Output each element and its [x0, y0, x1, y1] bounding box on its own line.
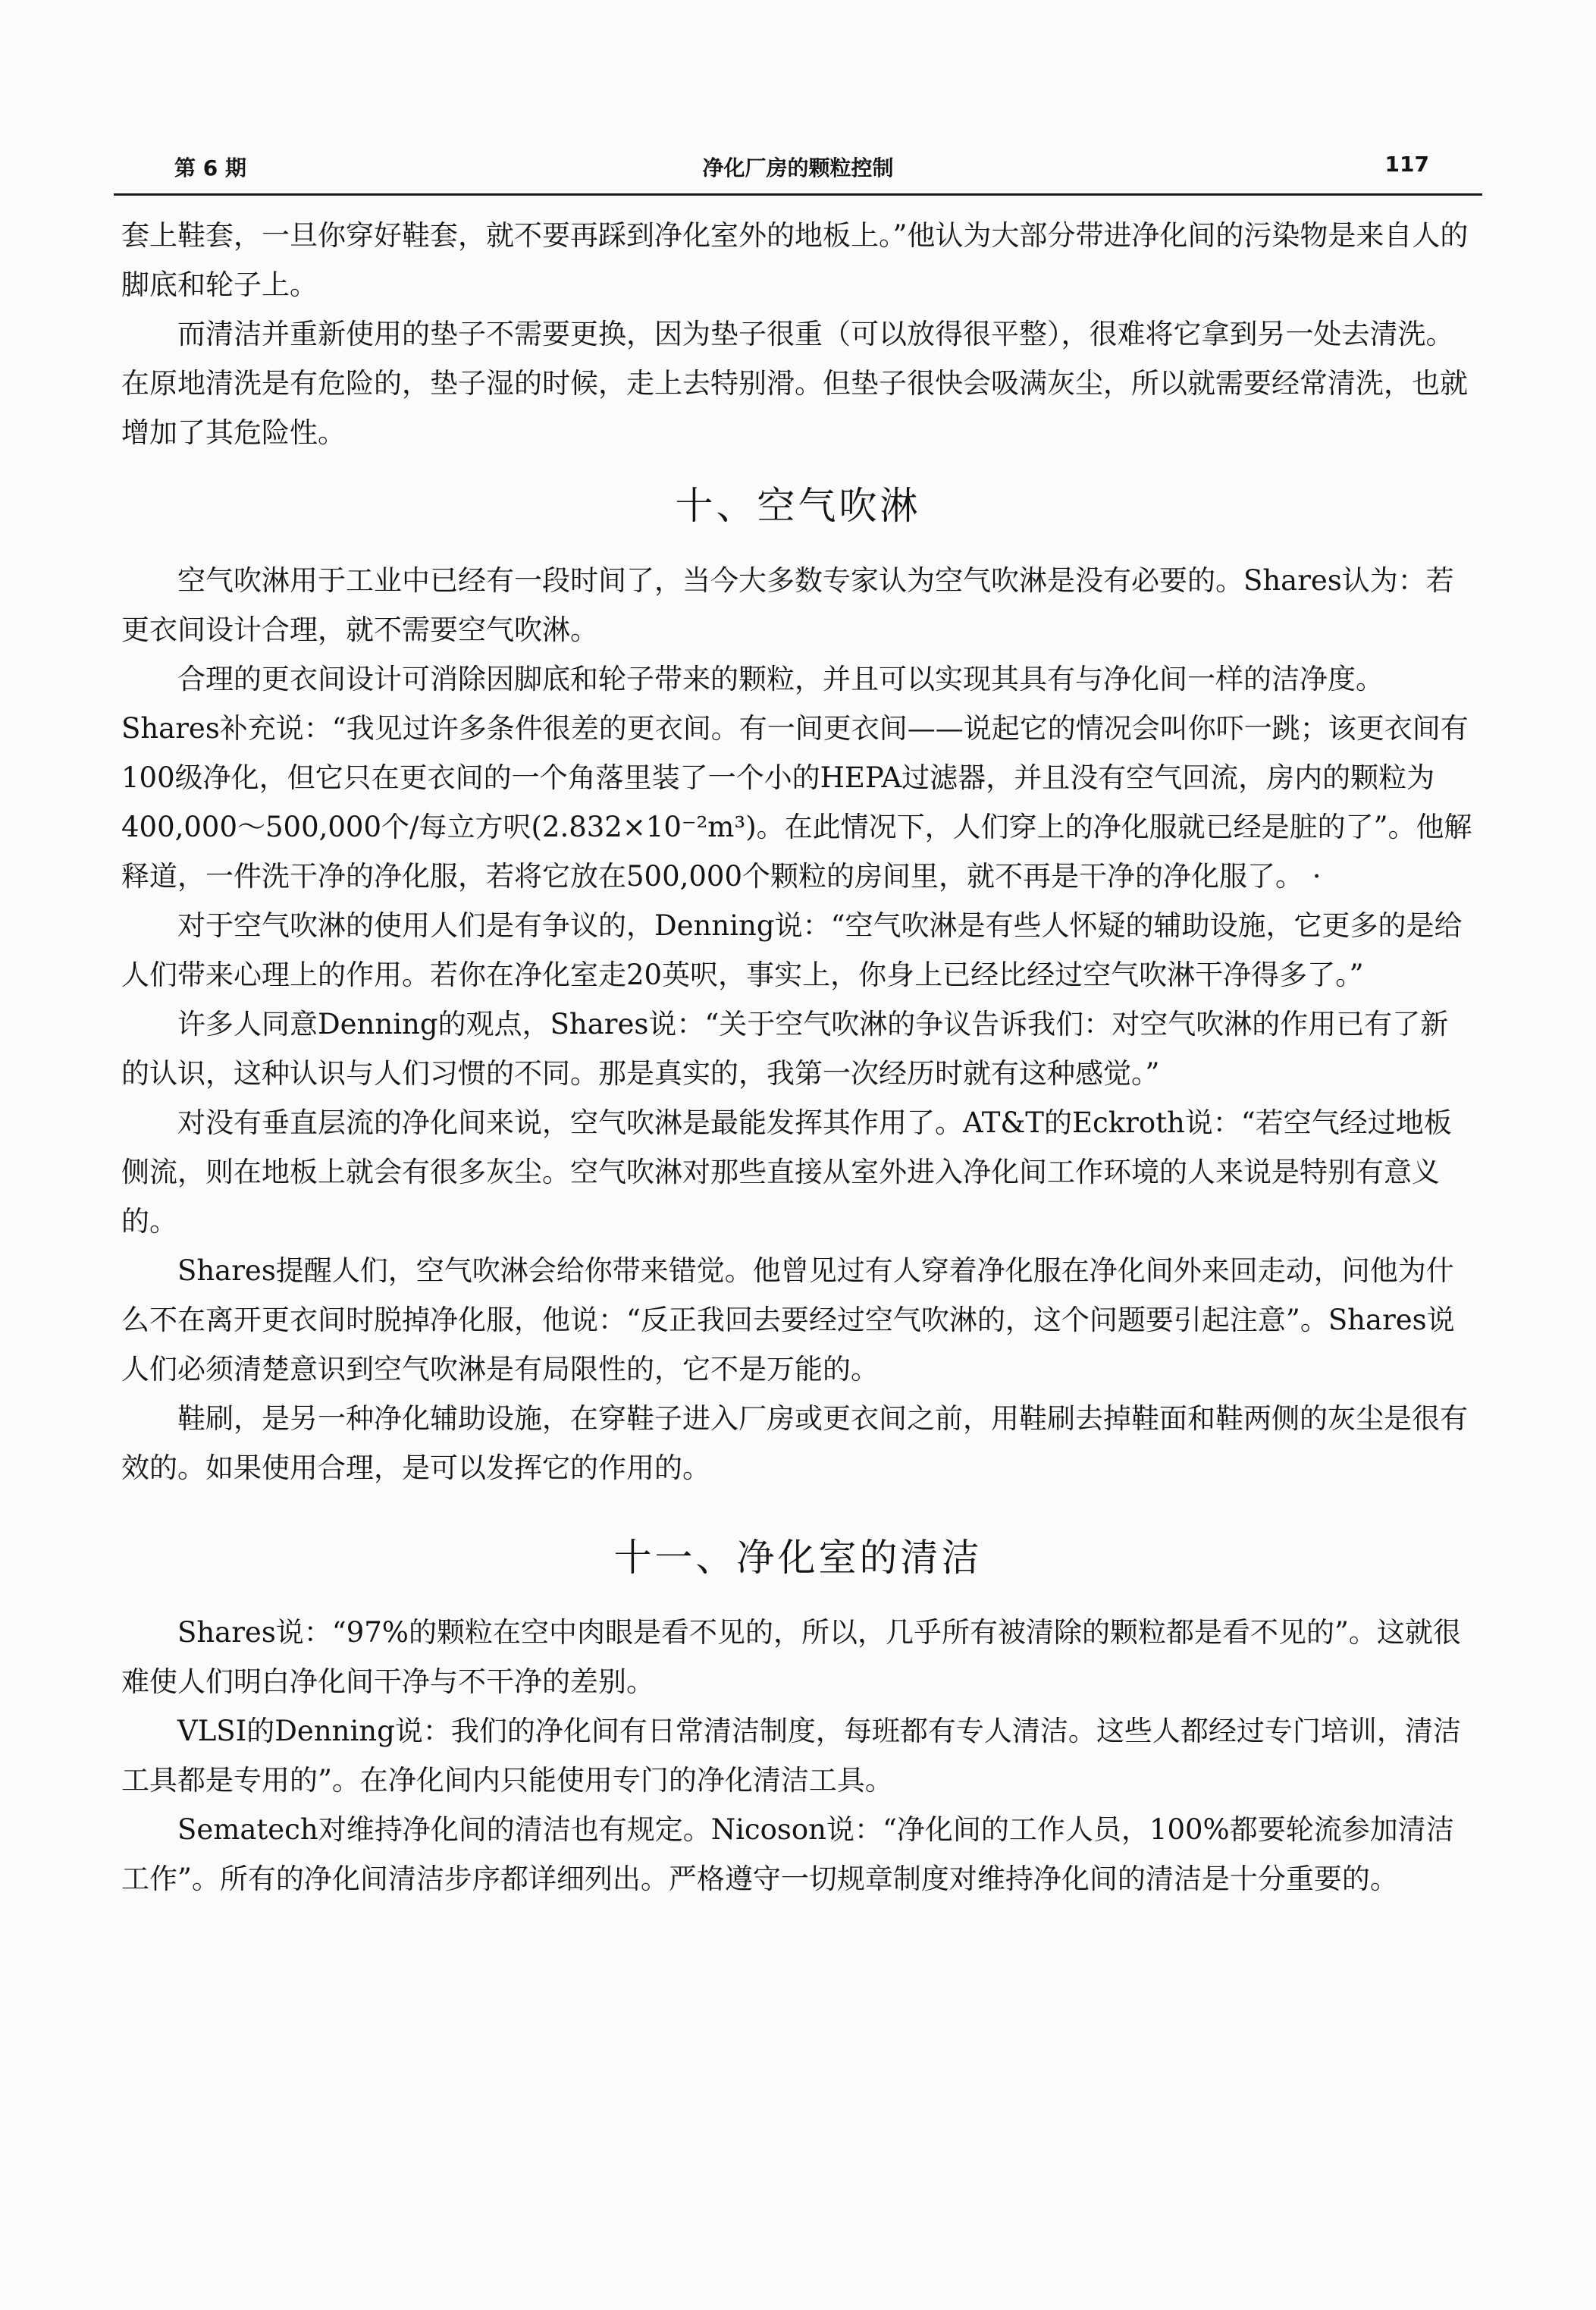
body-text	[121, 211, 1475, 1904]
paragraph: 空气吹淋用于工业中已经有一段时间了，当今大多数专家认为空气吹淋是没有必要的。Shares认为：若更衣间设计合理，就不需要空气吹淋。	[121, 564, 1454, 646]
paragraph: Sematech对维持净化间的清洁也有规定。Nicoson说：“净化间的工作人员，100%都要轮流参加清洁工作”。所有的净化间清洁步序都详细列出。严格遵守一切规章制度对维持净化间的清洁是十分重要的。	[121, 1813, 1454, 1895]
paragraph: Shares提醒人们，空气吹淋会给你带来错觉。他曾见过有人穿着净化服在净化间外来回走动，问他为什么不在离开更衣间时脱掉净化服，他说：“反正我回去要经过空气吹淋的，这个问题要引起注意”。Shares说人们必须清楚意识到空气吹淋是有局限性的，它不是万能的。	[121, 1254, 1455, 1386]
paragraph: Shares说：“97%的颗粒在空中肉眼是看不见的，所以，几乎所有被清除的颗粒都是看不见的”。这就很难使人们明白净化间干净与不干净的差别。	[121, 1616, 1461, 1698]
paragraph: 许多人同意Denning的观点，Shares说：“关于空气吹淋的争议告诉我们：对空气吹淋的作用已有了新的认识，这种认识与人们习惯的不同。那是真实的，我第一次经历时就有这种感觉。”	[121, 1008, 1449, 1090]
paragraph: 对没有垂直层流的净化间来说，空气吹淋是最能发挥其作用了。AT&T的Eckroth说：“若空气经过地板侧流，则在地板上就会有很多灰尘。空气吹淋对那些直接从室外进入净化间工作环境的人来说是特别有意义的。	[121, 1106, 1452, 1238]
section-heading-cleanroom-cleaning: 十一、净化室的清洁	[613, 1536, 983, 1580]
issue-number: 第 6 期	[174, 155, 246, 180]
paragraph: VLSI的Denning说：我们的净化间有日常清洁制度，每班都有专人清洁。这些人都经过专门培训，清洁工具都是专用的”。在净化间内只能使用专门的净化清洁工具。	[121, 1715, 1461, 1797]
page-number: 117	[1384, 152, 1429, 177]
running-title: 净化厂房的颗粒控制	[702, 155, 894, 180]
paragraph: 合理的更衣间设计可消除因脚底和轮子带来的颗粒，并且可以实现其具有与净化间一样的洁净度。Shares补充说：“我见过许多条件很差的更衣间。有一间更衣间——说起它的情况会叫你吓一跳；该更衣间有100级净化，但它只在更衣间的一个角落里装了一个小的HEPA过滤器，并且没有空气回流，房内的颗粒为400,000～500,000个/每立方呎(2.832×10⁻²m³)。在此情况下，人们穿上的净化服就已经是脏的了”。他解释道，一件洗干净的净化服，若将它放在500,000个颗粒的房间里，就不再是干净的净化服了。 ·	[121, 663, 1472, 893]
section-heading-air-shower: 十、空气吹淋	[675, 484, 921, 528]
header-rule	[114, 193, 1482, 196]
paragraph: 而清洁并重新使用的垫子不需要更换，因为垫子很重（可以放得很平整），很难将它拿到另一处去清洗。在原地清洗是有危险的，垫子湿的时候，走上去特别滑。但垫子很快会吸满灰尘，所以就需要经常清洗，也就增加了其危险性。	[121, 318, 1468, 449]
paragraph: 鞋刷，是另一种净化辅助设施，在穿鞋子进入厂房或更衣间之前，用鞋刷去掉鞋面和鞋两侧的灰尘是很有效的。如果使用合理，是可以发挥它的作用的。	[121, 1402, 1468, 1484]
running-header	[114, 152, 1482, 194]
paragraph: 套上鞋套，一旦你穿好鞋套，就不要再踩到净化室外的地板上。”他认为大部分带进净化间的污染物是来自人的脚底和轮子上。	[121, 219, 1469, 301]
paragraph: 对于空气吹淋的使用人们是有争议的，Denning说：“空气吹淋是有些人怀疑的辅助设施，它更多的是给人们带来心理上的作用。若你在净化室走20英呎，事实上，你身上已经比经过空气吹淋干净得多了。”	[121, 909, 1463, 991]
